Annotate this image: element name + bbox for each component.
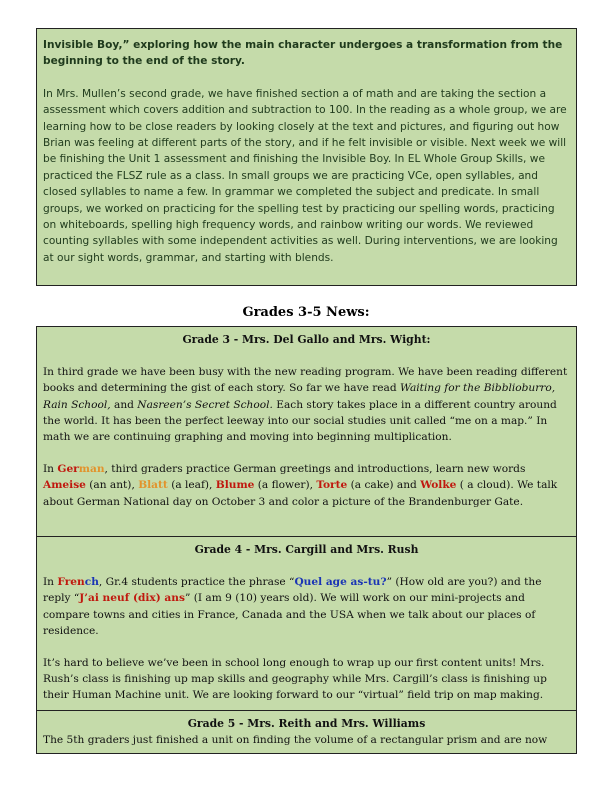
grade3-paragraph-german bbox=[43, 461, 570, 510]
german-word-part: man bbox=[78, 463, 105, 476]
text-run: , third graders practice German greetings and introductions, learn new words bbox=[104, 463, 526, 476]
text-run: (a cake) and bbox=[347, 479, 421, 492]
text-run: In third grade we have been busy with the new reading program. We have been reading different books and determining the gist of each story. So far we have read bbox=[43, 366, 568, 395]
vocab-word: Blume bbox=[215, 479, 255, 492]
text-run: , Gr.4 students practice the phrase “ bbox=[98, 576, 295, 589]
text-run: ” (How old are you?) and the reply “ bbox=[43, 576, 542, 605]
text-run: and bbox=[110, 398, 138, 411]
grade3-heading: Grade 3 - Mrs. Del Gallo and Mrs. Wight: bbox=[182, 333, 431, 346]
french-phrase: Quel age as-tu? bbox=[294, 576, 387, 589]
text-run: ” (I am 9 (10) years old). We will work on our mini-projects and compare towns and cities in France, Canada and the USA when we talk about our places of residence. bbox=[43, 592, 536, 637]
french-word-part: ch bbox=[84, 576, 99, 589]
french-phrase: J’ai neuf (dix) ans bbox=[79, 592, 185, 605]
grade4-heading: Grade 4 - Mrs. Cargill and Mrs. Rush bbox=[194, 543, 419, 556]
grade4-paragraph-french bbox=[43, 574, 570, 639]
grade2-news-box bbox=[36, 28, 577, 286]
text-run: In bbox=[43, 576, 58, 589]
vocab-word: Blatt bbox=[138, 479, 168, 492]
text-run: (a flower), bbox=[254, 479, 317, 492]
book-title: Waiting for the Bibblioburro, Rain School, bbox=[43, 382, 556, 411]
vocab-word: Ameise bbox=[43, 479, 86, 492]
text-run: Each story takes place in a different country around the world. It has been the perfect leeway into our social studies unit called “me on a map.” In math we are continuing graphing and moving into beginning multiplication. bbox=[43, 398, 557, 444]
grade2-body-text: In Mrs. Mullen’s second grade, we have finished section a of math and are taking the section a assessment which covers addition and subtraction to 100. In the reading as a whole group, we are learning how to be close readers by looking closely at the text and pictures, and figuring out how Brian was feeling at different parts of the story, and if he felt invisible or visible. Next week we will be finishing the Unit 1 assessment and finishing the Invisible Boy. In EL Whole Group Skills, we practiced the FLSZ rule as a class. In small groups we are practicing VCe, open syllables, and closed syllables to name a few. In grammar we completed the subject and predicate. In small groups, we worked on practicing for the spelling test by practicing our spelling words, practicing on whiteboards, spelling high frequency words, and rainbow writing our words. We reviewed counting syllables with some independent activities as well. During interventions, we are looking at our sight words, grammar, and starting with blends. bbox=[43, 87, 567, 264]
vocab-word: Wolke bbox=[420, 479, 457, 492]
french-word-part: Fren bbox=[57, 576, 85, 589]
grade5-paragraph: The 5th graders just finished a unit on finding the volume of a rectangular prism and are now bbox=[43, 734, 548, 747]
german-word-part: Ger bbox=[57, 463, 79, 476]
grade3-box bbox=[36, 326, 577, 537]
text-run: (a leaf), bbox=[167, 479, 216, 492]
grade5-box bbox=[36, 710, 577, 754]
text-run: (an ant), bbox=[85, 479, 139, 492]
grade4-paragraph-units: It’s hard to believe we’ve been in school long enough to wrap up our first content units! Mrs. Rush’s class is finishing up map skills and geography while Mrs. Cargill’s class is finishing up their Human Machine unit. We are looking forward to our “virtual” field trip on map making. bbox=[43, 657, 547, 702]
grade5-heading: Grade 5 - Mrs. Reith and Mrs. Williams bbox=[187, 717, 426, 730]
grade2-lead-text: Invisible Boy,” exploring how the main character undergoes a transformation from the beginning to the end of the story. bbox=[43, 39, 563, 68]
text-run: ( a cloud). We talk about German National day on October 3 and color a picture of the Brandenburger Gate. bbox=[43, 479, 558, 508]
vocab-word: Torte bbox=[316, 479, 348, 492]
text-run: In bbox=[43, 463, 58, 476]
grade3-paragraph-reading bbox=[43, 364, 570, 445]
book-title: Nasreen’s Secret School. bbox=[137, 398, 273, 411]
section-title: Grades 3-5 News: bbox=[242, 305, 370, 320]
grade4-box bbox=[36, 536, 577, 711]
